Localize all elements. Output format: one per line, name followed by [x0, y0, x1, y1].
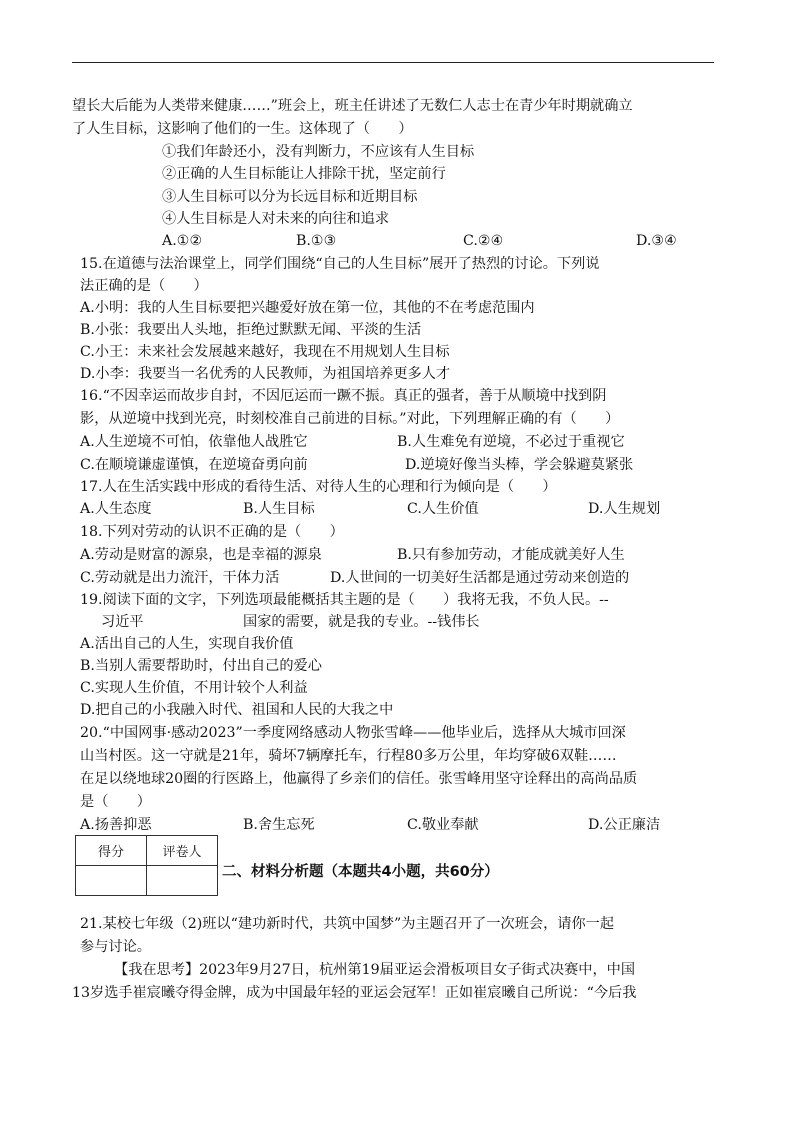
- question-20: 20.“中国网事·感动2023”一季度网络感动人物张雪峰——他毕业后，选择从大城市回深: [80, 725, 626, 741]
- option-a: A.人生逆境不可怕，依靠他人战胜它: [80, 434, 308, 450]
- question-17: 17.人在生活实践中形成的看待生活、对待人生的心理和行为倾向是（ ）: [80, 479, 557, 495]
- option-d: D.把自己的小我融入时代、祖国和人民的大我之中: [80, 702, 394, 718]
- score-header: 得分: [76, 836, 147, 866]
- question-20-cont: 山当村医。这一守就是21年，骑坏7辆摩托车，行程80多万公里，年均穿破6双鞋……: [80, 748, 617, 764]
- material-text: 【我在思考】2023年9月27日，杭州第19届亚运会滑板项目女子街式决赛中，中国: [114, 962, 636, 978]
- question-21: 21.某校七年级（2)班以“建功新时代，共筑中国梦”为主题召开了一次班会，请你一起: [80, 916, 615, 932]
- question-16-cont: 影，从逆境中找到光亮，时刻校准自己前进的目标。”对此，下列理解正确的有（ ）: [80, 411, 620, 427]
- option-c: C.敬业奉献: [407, 817, 479, 833]
- section-title: 二、材料分析题（本题共4小题，共60分）: [222, 864, 499, 880]
- option-a: A.扬善抑恶: [80, 817, 152, 833]
- statement-1: ①我们年龄还小，没有判断力，不应该有人生目标: [162, 144, 475, 160]
- option-b: B.舍生忘死: [243, 817, 315, 833]
- option-d: D.小李：我要当一名优秀的人民教师，为祖国培养更多人才: [80, 366, 451, 382]
- option-a: A.人生态度: [80, 501, 152, 517]
- quote-text: 国家的需要，就是我的专业。--钱伟长: [243, 614, 480, 630]
- statement-4: ④人生目标是人对未来的向往和追求: [162, 211, 390, 227]
- option-d: D.逆境好像当头棒，学会躲避莫紧张: [405, 457, 634, 473]
- option-a: A.①②: [162, 233, 203, 249]
- material-text: 13岁选手崔宸曦夺得金牌，成为中国最年轻的亚运会冠军！正如崔宸曦自己所说：“今后我: [72, 985, 637, 1001]
- option-b: B.小张：我要出人头地，拒绝过默默无闻、平淡的生活: [80, 322, 422, 338]
- option-b: B.人生难免有逆境，不必过于重视它: [397, 434, 625, 450]
- option-c: C.②④: [463, 233, 504, 249]
- question-21-cont: 参与讨论。: [80, 939, 151, 955]
- option-d: D.人生规划: [588, 501, 661, 517]
- question-19: 19.阅读下面的文字，下列选项最能概括其主题的是（ ）我将无我，不负人民。--: [80, 592, 609, 608]
- option-d: D.公正廉洁: [588, 817, 661, 833]
- score-table: [75, 835, 218, 896]
- option-c: C.劳动就是出力流汗，干体力活: [80, 570, 280, 586]
- question-20-cont: 是（ ）: [80, 794, 151, 810]
- quote-author: 习近平: [101, 614, 144, 630]
- option-b: B.人生目标: [243, 501, 315, 517]
- score-cell[interactable]: [76, 866, 147, 896]
- question-16: 16.“不因幸运而故步自封，不因厄运而一蹶不振。真正的强者，善于从顺境中找到阴: [80, 388, 607, 404]
- option-a: A.劳动是财富的源泉，也是幸福的源泉: [80, 547, 322, 563]
- question-15: 15.在道德与法治课堂上，同学们围绕“自己的人生目标”展开了热烈的讨论。下列说: [80, 256, 600, 272]
- grader-cell[interactable]: [147, 866, 218, 896]
- option-c: C.实现人生价值，不用计较个人利益: [80, 680, 308, 696]
- statement-2: ②正确的人生目标能让人排除干扰，坚定前行: [162, 166, 446, 182]
- grader-header: 评卷人: [147, 836, 218, 866]
- option-c: C.在顺境谦虚谨慎，在逆境奋勇向前: [80, 457, 308, 473]
- text-line: 了人生目标，这影响了他们的一生。这体现了（ ）: [72, 121, 413, 137]
- option-a: A.活出自己的人生，实现自我价值: [80, 636, 294, 652]
- option-c: C.小王：未来社会发展越来越好，我现在不用规划人生目标: [80, 344, 450, 360]
- question-18: 18.下列对劳动的认识不正确的是（ ）: [80, 524, 344, 540]
- option-b: B.只有参加劳动，才能成就美好人生: [397, 547, 625, 563]
- question-20-cont: 在足以绕地球20圈的行医路上，他赢得了乡亲们的信任。张雪峰用坚守诠释出的高尚品质: [80, 771, 638, 787]
- header-rule: [72, 62, 714, 63]
- option-b: B.当别人需要帮助时，付出自己的爱心: [80, 658, 322, 674]
- statement-3: ③人生目标可以分为长远目标和近期目标: [162, 189, 418, 205]
- question-15-cont: 法正确的是（ ）: [80, 278, 208, 294]
- option-b: B.①③: [296, 233, 337, 249]
- text-line: 望长大后能为人类带来健康……”班会上，班主任讲述了无数仁人志士在青少年时期就确立: [72, 98, 633, 114]
- option-d: D.③④: [636, 233, 677, 249]
- option-c: C.人生价值: [407, 501, 479, 517]
- option-a: A.小明：我的人生目标要把兴趣爱好放在第一位，其他的不在考虑范围内: [80, 300, 535, 316]
- option-d: D.人世间的一切美好生活都是通过劳动来创造的: [330, 570, 630, 586]
